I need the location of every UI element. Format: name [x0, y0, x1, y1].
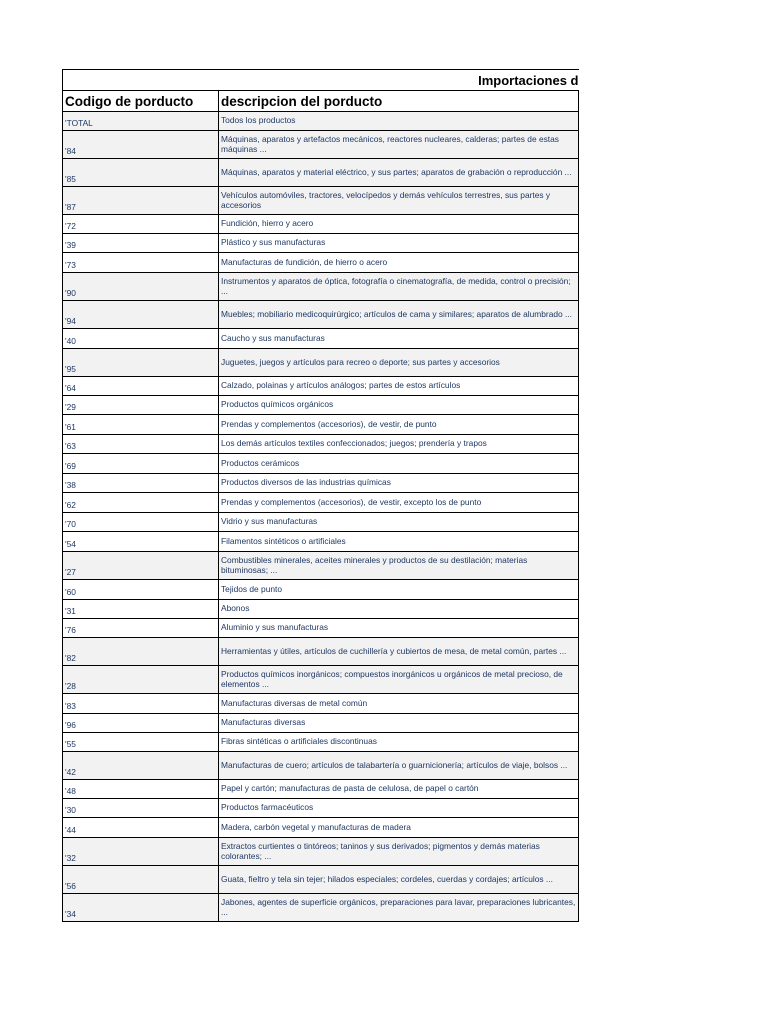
- product-description-cell[interactable]: Vehículos automóviles, tractores, velocípedos y demás vehículos terrestres, sus partes y accesorios: [219, 187, 579, 215]
- product-code-cell[interactable]: '69: [63, 454, 219, 474]
- table-row: [63, 234, 579, 253]
- product-code-cell[interactable]: '73: [63, 253, 219, 273]
- spreadsheet: [62, 69, 578, 922]
- product-description-cell[interactable]: Prendas y complementos (accesorios), de vestir, de punto: [219, 415, 579, 435]
- header-description[interactable]: descripcion del porducto: [219, 91, 579, 112]
- table-row: [63, 253, 579, 273]
- product-code-cell[interactable]: '72: [63, 215, 219, 234]
- table-row: [63, 273, 579, 301]
- table-row: [63, 435, 579, 454]
- table-row: [63, 329, 579, 349]
- table-row: [63, 552, 579, 580]
- sheet-title[interactable]: Importaciones d: [63, 70, 579, 91]
- product-description-cell[interactable]: Caucho y sus manufacturas: [219, 329, 579, 349]
- product-code-cell[interactable]: '62: [63, 493, 219, 513]
- table-row: [63, 619, 579, 638]
- product-code-cell[interactable]: '64: [63, 377, 219, 396]
- table-row: [63, 349, 579, 377]
- product-description-cell[interactable]: Combustibles minerales, aceites minerales y productos de su destilación; materias bituminosas; ...: [219, 552, 579, 580]
- header-code[interactable]: Codigo de porducto: [63, 91, 219, 112]
- product-description-cell[interactable]: Guata, fieltro y tela sin tejer; hilados especiales; cordeles, cuerdas y cordajes; artículos ...: [219, 866, 579, 894]
- table-row: [63, 580, 579, 600]
- product-description-cell[interactable]: Plástico y sus manufacturas: [219, 234, 579, 253]
- table-row: [63, 215, 579, 234]
- table-row: [63, 866, 579, 894]
- product-code-cell[interactable]: '55: [63, 733, 219, 752]
- table-row: [63, 301, 579, 329]
- product-description-cell[interactable]: Herramientas y útiles, artículos de cuchillería y cubiertos de mesa, de metal común, partes ...: [219, 638, 579, 666]
- table-row: [63, 532, 579, 552]
- title-row: [63, 70, 579, 91]
- table-row: [63, 513, 579, 532]
- product-code-cell[interactable]: '28: [63, 666, 219, 694]
- product-description-cell[interactable]: Filamentos sintéticos o artificiales: [219, 532, 579, 552]
- table-row: [63, 396, 579, 415]
- imports-table: [62, 69, 579, 922]
- table-row: [63, 112, 579, 131]
- table-row: [63, 474, 579, 493]
- table-row: [63, 780, 579, 799]
- product-code-cell[interactable]: '63: [63, 435, 219, 454]
- product-description-cell[interactable]: Máquinas, aparatos y material eléctrico, y sus partes; aparatos de grabación o reproducción ...: [219, 159, 579, 187]
- table-row: [63, 415, 579, 435]
- table-row: [63, 752, 579, 780]
- table-row: [63, 838, 579, 866]
- product-code-cell[interactable]: '95: [63, 349, 219, 377]
- table-row: [63, 377, 579, 396]
- product-code-cell[interactable]: '61: [63, 415, 219, 435]
- product-code-cell[interactable]: '87: [63, 187, 219, 215]
- header-row: [63, 91, 579, 112]
- table-row: [63, 638, 579, 666]
- product-description-cell[interactable]: Productos diversos de las industrias químicas: [219, 474, 579, 493]
- product-code-cell[interactable]: '85: [63, 159, 219, 187]
- product-description-cell[interactable]: Muebles; mobiliario medicoquirúrgico; artículos de cama y similares; aparatos de alumbrado ...: [219, 301, 579, 329]
- product-code-cell[interactable]: '42: [63, 752, 219, 780]
- product-code-cell[interactable]: '44: [63, 818, 219, 838]
- product-description-cell[interactable]: Vidrio y sus manufacturas: [219, 513, 579, 532]
- product-code-cell[interactable]: '70: [63, 513, 219, 532]
- table-row: [63, 799, 579, 818]
- product-description-cell[interactable]: Los demás artículos textiles confeccionados; juegos; prendería y trapos: [219, 435, 579, 454]
- product-description-cell[interactable]: Todos los productos: [219, 112, 579, 131]
- table-row: [63, 818, 579, 838]
- product-code-cell[interactable]: '30: [63, 799, 219, 818]
- product-code-cell[interactable]: '40: [63, 329, 219, 349]
- product-code-cell[interactable]: '32: [63, 838, 219, 866]
- product-code-cell[interactable]: '94: [63, 301, 219, 329]
- product-description-cell[interactable]: Productos químicos inorgánicos; compuestos inorgánicos u orgánicos de metal precioso, de elementos ...: [219, 666, 579, 694]
- product-code-cell[interactable]: '56: [63, 866, 219, 894]
- product-code-cell[interactable]: '29: [63, 396, 219, 415]
- product-description-cell[interactable]: Aluminio y sus manufacturas: [219, 619, 579, 638]
- product-code-cell[interactable]: '38: [63, 474, 219, 493]
- product-description-cell[interactable]: Madera, carbón vegetal y manufacturas de madera: [219, 818, 579, 838]
- product-code-cell[interactable]: '82: [63, 638, 219, 666]
- product-description-cell[interactable]: Extractos curtientes o tintóreos; taninos y sus derivados; pigmentos y demás materias colorantes; ...: [219, 838, 579, 866]
- product-description-cell[interactable]: Manufacturas diversas de metal común: [219, 694, 579, 714]
- table-row: [63, 454, 579, 474]
- product-code-cell[interactable]: '39: [63, 234, 219, 253]
- product-description-cell[interactable]: Calzado, polainas y artículos análogos; partes de estos artículos: [219, 377, 579, 396]
- product-description-cell[interactable]: Juguetes, juegos y artículos para recreo o deporte; sus partes y accesorios: [219, 349, 579, 377]
- product-description-cell[interactable]: Jabones, agentes de superficie orgánicos, preparaciones para lavar, preparaciones lubricantes, ...: [219, 894, 579, 922]
- product-code-cell[interactable]: '96: [63, 714, 219, 733]
- product-code-cell[interactable]: '27: [63, 552, 219, 580]
- product-description-cell[interactable]: Instrumentos y aparatos de óptica, fotografía o cinematografía, de medida, control o precisión; ...: [219, 273, 579, 301]
- product-description-cell[interactable]: Productos farmacéuticos: [219, 799, 579, 818]
- product-code-cell[interactable]: '31: [63, 600, 219, 619]
- product-code-cell[interactable]: '60: [63, 580, 219, 600]
- product-code-cell[interactable]: '90: [63, 273, 219, 301]
- product-code-cell[interactable]: '83: [63, 694, 219, 714]
- product-description-cell[interactable]: Manufacturas de fundición, de hierro o acero: [219, 253, 579, 273]
- table-row: [63, 600, 579, 619]
- product-description-cell[interactable]: Prendas y complementos (accesorios), de vestir, excepto los de punto: [219, 493, 579, 513]
- table-row: [63, 694, 579, 714]
- product-code-cell[interactable]: '48: [63, 780, 219, 799]
- table-row: [63, 666, 579, 694]
- table-row: [63, 733, 579, 752]
- table-row: [63, 894, 579, 922]
- product-description-cell[interactable]: Productos cerámicos: [219, 454, 579, 474]
- product-description-cell[interactable]: Manufacturas diversas: [219, 714, 579, 733]
- product-code-cell[interactable]: '34: [63, 894, 219, 922]
- product-description-cell[interactable]: Fundición, hierro y acero: [219, 215, 579, 234]
- product-description-cell[interactable]: Abonos: [219, 600, 579, 619]
- product-code-cell[interactable]: '76: [63, 619, 219, 638]
- product-code-cell[interactable]: '84: [63, 131, 219, 159]
- product-description-cell[interactable]: Fibras sintéticas o artificiales discontinuas: [219, 733, 579, 752]
- table-row: [63, 131, 579, 159]
- table-row: [63, 187, 579, 215]
- product-description-cell[interactable]: Máquinas, aparatos y artefactos mecánicos, reactores nucleares, calderas; partes de estas máquinas ...: [219, 131, 579, 159]
- product-description-cell[interactable]: Tejidos de punto: [219, 580, 579, 600]
- table-row: [63, 159, 579, 187]
- product-code-cell[interactable]: 'TOTAL: [63, 112, 219, 131]
- table-row: [63, 493, 579, 513]
- product-description-cell[interactable]: Papel y cartón; manufacturas de pasta de celulosa, de papel o cartón: [219, 780, 579, 799]
- product-code-cell[interactable]: '54: [63, 532, 219, 552]
- table-row: [63, 714, 579, 733]
- product-description-cell[interactable]: Manufacturas de cuero; artículos de talabartería o guarnicionería; artículos de viaje, bolsos ...: [219, 752, 579, 780]
- product-description-cell[interactable]: Productos químicos orgánicos: [219, 396, 579, 415]
